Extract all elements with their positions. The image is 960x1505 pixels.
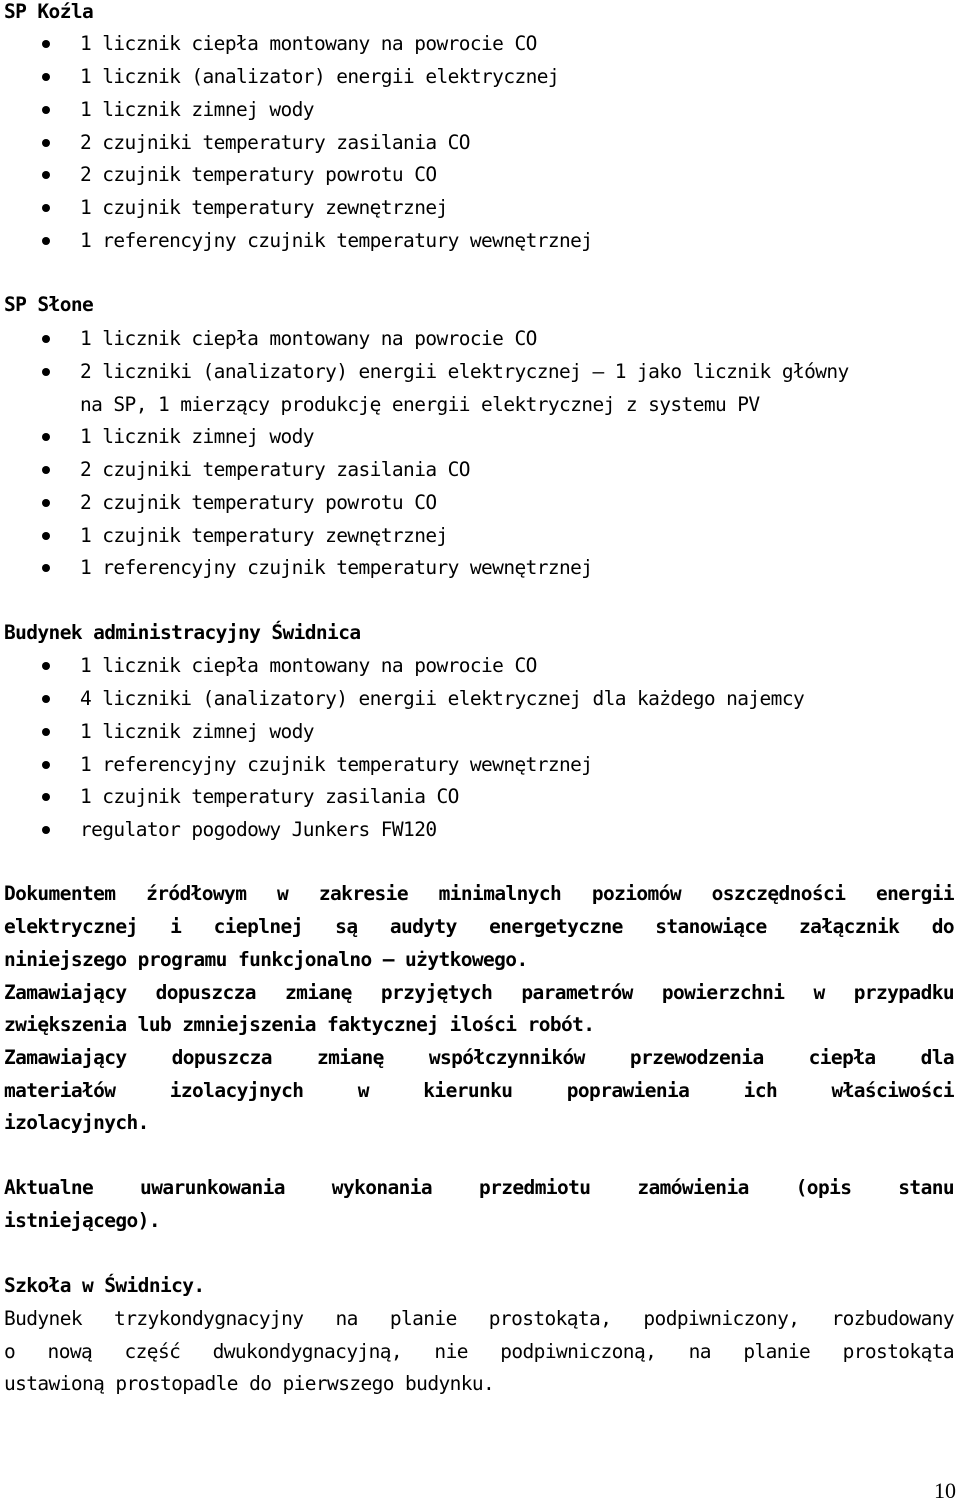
bullet-icon (42, 499, 50, 507)
list-item: 1 licznik zimnej wody (80, 720, 314, 743)
list-item: 1 licznik zimnej wody (80, 425, 314, 448)
paragraph-line: Zamawiający dopuszcza zmianę współczynników przewodzenia ciepła dla (4, 1046, 954, 1069)
bullet-icon (42, 237, 50, 245)
list-item: 1 czujnik temperatury zewnętrznej (80, 524, 448, 547)
bullet-icon (42, 564, 50, 572)
list-item-continuation: na SP, 1 mierzący produkcję energii elektrycznej z systemu PV (80, 393, 760, 416)
list-item: 1 licznik (analizator) energii elektrycznej (80, 65, 560, 88)
bullet-icon (42, 532, 50, 540)
bullet-icon (42, 662, 50, 670)
bullet-icon (42, 106, 50, 114)
list-item: 1 czujnik temperatury zewnętrznej (80, 196, 448, 219)
bullet-icon (42, 466, 50, 474)
section-heading-sp-slone: SP Słone (4, 293, 94, 316)
section-heading-sp-kozla: SP Koźla (4, 0, 94, 23)
list-item: 1 referencyjny czujnik temperatury wewnętrznej (80, 229, 593, 252)
list-item: 4 liczniki (analizatory) energii elektrycznej dla każdego najemcy (80, 687, 805, 710)
list-item: 2 czujnik temperatury powrotu CO (80, 163, 437, 186)
paragraph-line: izolacyjnych. (4, 1111, 149, 1134)
paragraph-line: o nową część dwukondygnacyjną, nie podpiwniczoną, na planie prostokąta (4, 1340, 954, 1363)
paragraph-line: Budynek trzykondygnacyjny na planie prostokąta, podpiwniczony, rozbudowany (4, 1307, 954, 1330)
list-item: 1 licznik zimnej wody (80, 98, 314, 121)
list-item: 1 czujnik temperatury zasilania CO (80, 785, 459, 808)
bullet-icon (42, 368, 50, 376)
bullet-icon (42, 204, 50, 212)
list-item: 2 czujnik temperatury powrotu CO (80, 491, 437, 514)
list-item: regulator pogodowy Junkers FW120 (80, 818, 437, 841)
list-item: 2 liczniki (analizatory) energii elektrycznej – 1 jako licznik główny (80, 360, 849, 383)
bullet-icon (42, 826, 50, 834)
list-item: 1 licznik ciepła montowany na powrocie CO (80, 32, 537, 55)
bullet-icon (42, 433, 50, 441)
bullet-icon (42, 40, 50, 48)
bullet-icon (42, 695, 50, 703)
paragraph-line: istniejącego). (4, 1209, 160, 1232)
list-item: 2 czujniki temperatury zasilania CO (80, 131, 470, 154)
paragraph-line: ustawioną prostopadle do pierwszego budynku. (4, 1372, 495, 1395)
page-number: 10 (934, 1478, 956, 1503)
section-heading-budynek-administracyjny: Budynek administracyjny Świdnica (4, 621, 361, 644)
bullet-icon (42, 761, 50, 769)
paragraph-line: elektrycznej i cieplnej są audyty energetyczne stanowiące załącznik do (4, 915, 954, 938)
list-item: 1 referencyjny czujnik temperatury wewnętrznej (80, 753, 593, 776)
paragraph-line: Aktualne uwarunkowania wykonania przedmiotu zamówienia (opis stanu (4, 1176, 954, 1199)
paragraph-line: materiałów izolacyjnych w kierunku poprawienia ich właściwości (4, 1079, 954, 1102)
list-item: 1 referencyjny czujnik temperatury wewnętrznej (80, 556, 593, 579)
paragraph-line: Dokumentem źródłowym w zakresie minimalnych poziomów oszczędności energii (4, 882, 954, 905)
bullet-icon (42, 171, 50, 179)
list-item: 1 licznik ciepła montowany na powrocie CO (80, 327, 537, 350)
paragraph-line: Zamawiający dopuszcza zmianę przyjętych parametrów powierzchni w przypadku (4, 981, 954, 1004)
list-item: 2 czujniki temperatury zasilania CO (80, 458, 470, 481)
bullet-icon (42, 728, 50, 736)
bullet-icon (42, 139, 50, 147)
bullet-icon (42, 793, 50, 801)
list-item: 1 licznik ciepła montowany na powrocie CO (80, 654, 537, 677)
subsection-heading-szkola: Szkoła w Świdnicy. (4, 1274, 205, 1297)
paragraph-line: niniejszego programu funkcjonalno – użytkowego. (4, 948, 528, 971)
bullet-icon (42, 335, 50, 343)
paragraph-line: zwiększenia lub zmniejszenia faktycznej ilości robót. (4, 1013, 595, 1036)
bullet-icon (42, 73, 50, 81)
